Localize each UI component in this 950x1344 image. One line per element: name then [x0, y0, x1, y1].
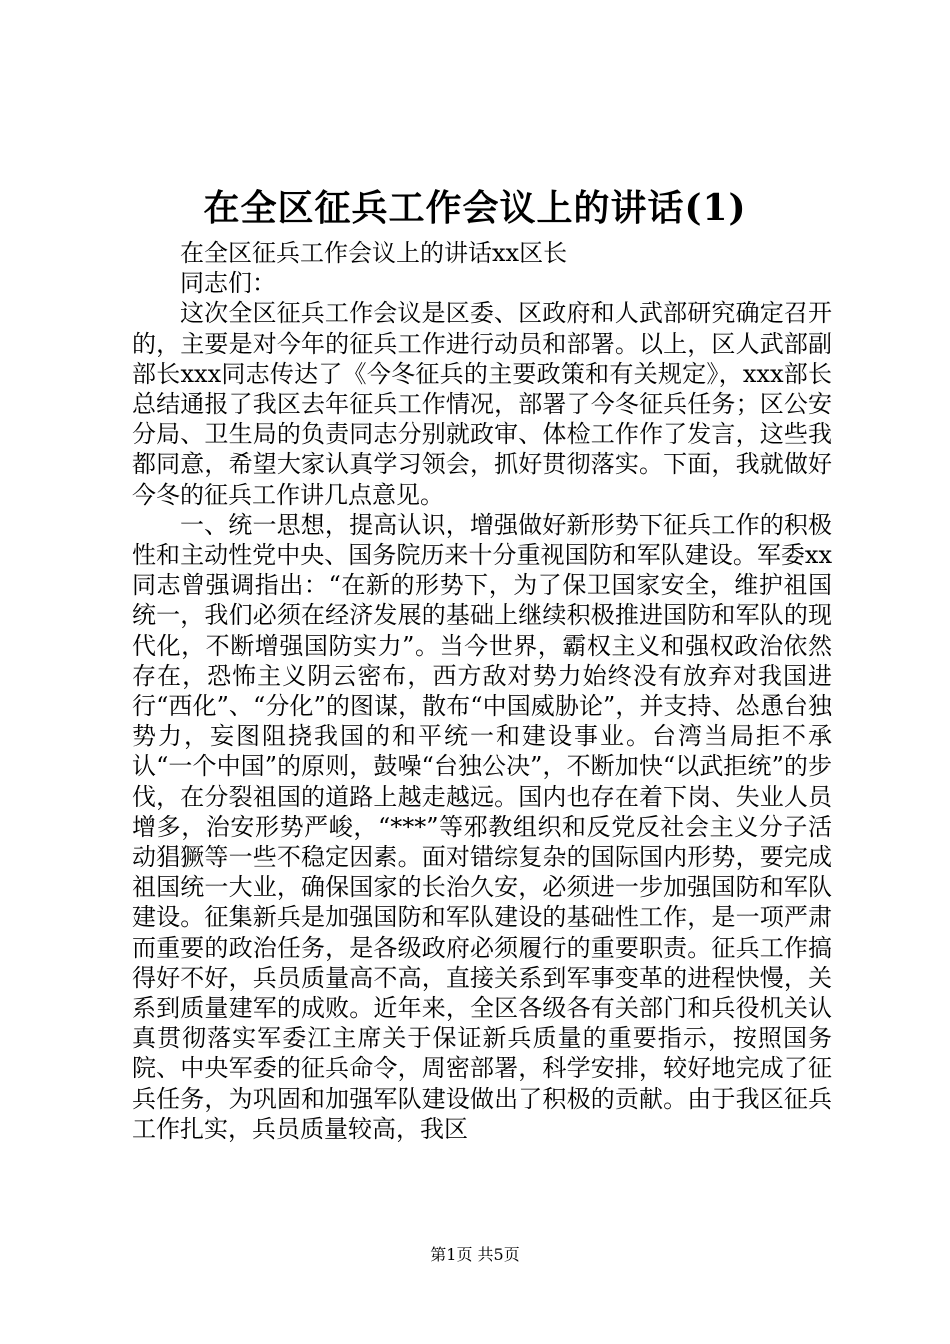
document-title: 在全区征兵工作会议上的讲话(1) — [203, 187, 747, 229]
paragraph-subtitle: 在全区征兵工作会议上的讲话xx区长 — [180, 239, 568, 267]
paragraph-salutation: 同志们： — [180, 269, 276, 298]
paragraph-intro: 这次全区征兵工作会议是区委、区政府和人武部研究确定召开的，主要是对今年的征兵工作进行动员和部署。以上，区人武部副部长xxx同志传达了《今冬征兵的主要政策和有关规定》，xxx部长总结通报了我区去年征兵工作情况，部署了今冬征兵任务；区公安分局、卫生局的负责同志分别就政审、体检工作作了发言，这些我都同意，希望大家认真学习领会，抓好贯彻落实。下面，我就做好今冬的征兵工作讲几点意见。 — [132, 299, 832, 509]
document-body — [132, 238, 832, 1144]
page-footer: 第1页 共5页 — [430, 1245, 520, 1264]
paragraph-section-one: 一、统一思想，提高认识，增强做好新形势下征兵工作的积极性和主动性党中央、国务院历来十分重视国防和军队建设。军委xx同志曾强调指出：“在新的形势下，为了保卫国家安全，维护祖国统一，我们必须在经济发展的基础上继续积极推进国防和军队的现代化，不断增强国防实力”。当今世界，霸权主义和强权政治依然存在，恐怖主义阴云密布，西方敌对势力始终没有放弃对我国进行“西化”、“分化”的图谋，散布“中国威胁论”，并支持、怂恿台独势力，妄图阻挠我国的和平统一和建设事业。台湾当局拒不承认“一个中国”的原则，鼓噪“台独公决”，不断加快“以武拒统”的步伐，在分裂祖国的道路上越走越远。国内也存在着下岗、失业人员增多，治安形势严峻，“***”等邪教组织和反党反社会主义分子活动猖獗等一些不稳定因素。面对错综复杂的国际国内形势，要完成祖国统一大业，确保国家的长治久安，必须进一步加强国防和军队建设。征集新兵是加强国防和军队建设的基础性工作，是一项严肃而重要的政治任务，是各级政府必须履行的重要职责。征兵工作搞得好不好，兵员质量高不高，直接关系到军事变革的进程快慢，关系到质量建军的成败。近年来，全区各级各有关部门和兵役机关认真贯彻落实军委江主席关于保证新兵质量的重要指示，按照国务院、中央军委的征兵命令，周密部署，科学安排，较好地完成了征兵任务，为巩固和加强军队建设做出了积极的贡献。由于我区征兵工作扎实，兵员质量较高，我区 — [132, 510, 832, 1143]
